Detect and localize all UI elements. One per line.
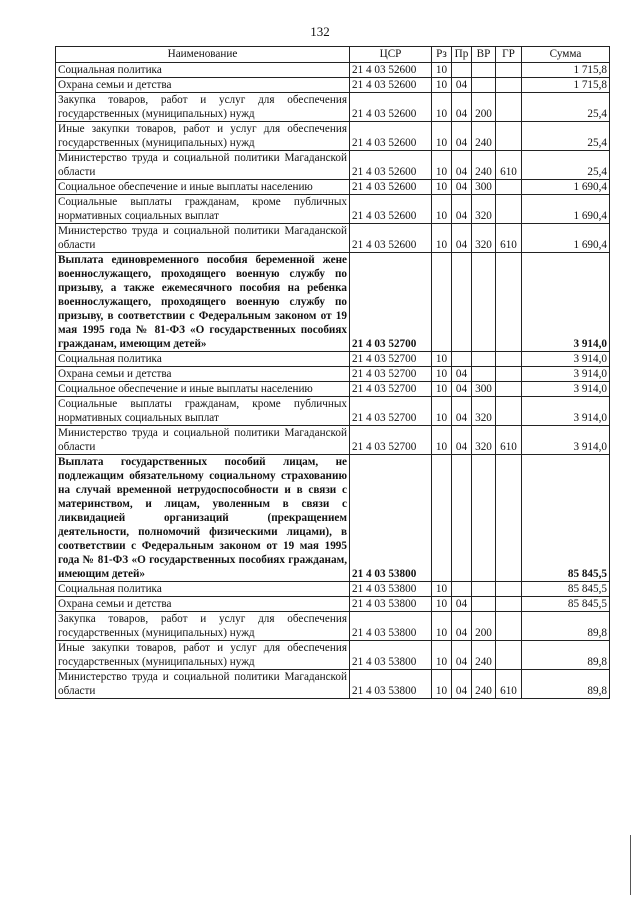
cell-vr: 320 [472,195,496,224]
cell-name: Выплата единовременного пособия беременной жене военнослужащего, проходящего военную службу по призыву, а также ежемесячного пособия на ребенка военнослужащего, проходящего военную службу по призыву, в соответствии с Федеральным законом от 19 мая 1995 года № 81-ФЗ «О государственных пособиях гражданам, имеющим детей» [56,253,350,352]
cell-rz [432,455,452,582]
cell-pr: 04 [452,641,472,670]
page-number: 132 [310,24,330,39]
cell-vr [472,352,496,367]
cell-vr: 320 [472,397,496,426]
cell-vr [472,597,496,612]
cell-gr [496,597,522,612]
cell-csr: 21 4 03 53800 [350,455,432,582]
cell-sum: 1 715,8 [522,63,610,78]
cell-csr: 21 4 03 53800 [350,582,432,597]
cell-name: Социальное обеспечение и иные выплаты населению [56,382,350,397]
cell-vr [472,582,496,597]
cell-pr: 04 [452,612,472,641]
cell-name: Социальная политика [56,352,350,367]
cell-pr: 04 [452,382,472,397]
table-row [56,224,610,253]
cell-gr: 610 [496,670,522,699]
cell-rz: 10 [432,78,452,93]
cell-name: Выплата государственных пособий лицам, не подлежащим обязательному социальному страхованию на случай временной нетрудоспособности и в связи с материнством, и лицам, уволенным в связи с ликвидацией организаций (прекращением деятельности, полномочий физическими лицами), в соответствии с Федеральным законом от 19 мая 1995 года № 81-ФЗ «О государственных пособиях гражданам, имеющим детей» [56,455,350,582]
cell-sum: 89,8 [522,641,610,670]
table-row [56,151,610,180]
cell-vr [472,78,496,93]
cell-pr: 04 [452,180,472,195]
table-row [56,612,610,641]
table-row [56,597,610,612]
cell-sum: 3 914,0 [522,426,610,455]
cell-name: Министерство труда и социальной политики Магаданской области [56,426,350,455]
cell-vr: 320 [472,426,496,455]
cell-name: Охрана семьи и детства [56,367,350,382]
table-row [56,382,610,397]
cell-rz: 10 [432,195,452,224]
cell-gr [496,382,522,397]
cell-vr [472,63,496,78]
cell-name: Иные закупки товаров, работ и услуг для обеспечения государственных (муниципальных) нужд [56,641,350,670]
cell-vr: 240 [472,122,496,151]
cell-csr: 21 4 03 52600 [350,63,432,78]
cell-csr: 21 4 03 52700 [350,352,432,367]
cell-gr: 610 [496,151,522,180]
cell-name: Социальные выплаты гражданам, кроме публичных нормативных социальных выплат [56,195,350,224]
cell-pr: 04 [452,367,472,382]
cell-name: Министерство труда и социальной политики Магаданской области [56,151,350,180]
cell-csr: 21 4 03 52700 [350,382,432,397]
cell-pr [452,455,472,582]
cell-vr: 200 [472,612,496,641]
cell-rz: 10 [432,382,452,397]
cell-sum: 25,4 [522,93,610,122]
cell-gr [496,195,522,224]
header-gr: ГР [496,47,522,63]
cell-rz: 10 [432,180,452,195]
table-row [56,78,610,93]
cell-sum: 85 845,5 [522,455,610,582]
cell-rz: 10 [432,582,452,597]
cell-rz: 10 [432,151,452,180]
table-row [56,426,610,455]
cell-name: Закупка товаров, работ и услуг для обеспечения государственных (муниципальных) нужд [56,93,350,122]
cell-csr: 21 4 03 52600 [350,180,432,195]
cell-csr: 21 4 03 52600 [350,224,432,253]
cell-gr [496,122,522,151]
cell-gr [496,253,522,352]
cell-csr: 21 4 03 53800 [350,670,432,699]
cell-csr: 21 4 03 52700 [350,367,432,382]
table-row [56,582,610,597]
cell-vr [472,253,496,352]
cell-vr: 200 [472,93,496,122]
table-row [56,63,610,78]
cell-csr: 21 4 03 53800 [350,597,432,612]
cell-gr: 610 [496,224,522,253]
cell-sum: 85 845,5 [522,597,610,612]
cell-vr [472,367,496,382]
cell-sum: 25,4 [522,151,610,180]
cell-vr: 240 [472,151,496,180]
table-row [56,195,610,224]
cell-vr: 300 [472,382,496,397]
cell-csr: 21 4 03 52600 [350,78,432,93]
header-name: Наименование [56,47,350,63]
cell-pr: 04 [452,93,472,122]
cell-sum: 25,4 [522,122,610,151]
cell-gr [496,612,522,641]
header-csr: ЦСР [350,47,432,63]
cell-sum: 1 690,4 [522,180,610,195]
table-header-row [56,47,610,63]
cell-pr: 04 [452,151,472,180]
cell-sum: 85 845,5 [522,582,610,597]
cell-sum: 3 914,0 [522,352,610,367]
cell-sum: 89,8 [522,612,610,641]
cell-name: Охрана семьи и детства [56,597,350,612]
cell-pr [452,352,472,367]
cell-vr: 240 [472,670,496,699]
header-sum: Сумма [522,47,610,63]
cell-gr [496,367,522,382]
cell-sum: 1 690,4 [522,224,610,253]
cell-name: Социальная политика [56,582,350,597]
cell-rz: 10 [432,63,452,78]
cell-gr: 610 [496,426,522,455]
table-row [56,367,610,382]
cell-gr [496,63,522,78]
cell-csr: 21 4 03 52600 [350,93,432,122]
cell-sum: 3 914,0 [522,397,610,426]
cell-sum: 3 914,0 [522,367,610,382]
cell-gr [496,455,522,582]
cell-pr: 04 [452,78,472,93]
cell-rz: 10 [432,426,452,455]
cell-gr [496,582,522,597]
header-rz: Рз [432,47,452,63]
cell-name: Социальные выплаты гражданам, кроме публичных нормативных социальных выплат [56,397,350,426]
cell-pr: 04 [452,122,472,151]
cell-csr: 21 4 03 52700 [350,397,432,426]
budget-table [55,46,610,699]
cell-rz: 10 [432,670,452,699]
header-vr: ВР [472,47,496,63]
table-row [56,93,610,122]
cell-pr [452,253,472,352]
cell-gr [496,180,522,195]
cell-name: Социальное обеспечение и иные выплаты населению [56,180,350,195]
cell-pr: 04 [452,670,472,699]
cell-csr: 21 4 03 52600 [350,151,432,180]
table-row [56,641,610,670]
table-row [56,180,610,195]
cell-pr: 04 [452,195,472,224]
cell-name: Иные закупки товаров, работ и услуг для обеспечения государственных (муниципальных) нужд [56,122,350,151]
cell-sum: 3 914,0 [522,382,610,397]
cell-csr: 21 4 03 53800 [350,641,432,670]
cell-name: Охрана семьи и детства [56,78,350,93]
cell-rz: 10 [432,352,452,367]
cell-name: Министерство труда и социальной политики Магаданской области [56,670,350,699]
cell-csr: 21 4 03 52600 [350,195,432,224]
table-row [56,122,610,151]
cell-sum: 89,8 [522,670,610,699]
cell-gr [496,397,522,426]
cell-rz: 10 [432,597,452,612]
table-row [56,397,610,426]
cell-rz: 10 [432,367,452,382]
cell-name: Социальная политика [56,63,350,78]
cell-pr [452,582,472,597]
cell-sum: 1 715,8 [522,78,610,93]
cell-vr: 240 [472,641,496,670]
cell-gr [496,352,522,367]
cell-vr: 300 [472,180,496,195]
scan-edge-mark [630,835,631,895]
cell-sum: 1 690,4 [522,195,610,224]
cell-rz [432,253,452,352]
cell-gr [496,641,522,670]
cell-csr: 21 4 03 53800 [350,612,432,641]
cell-rz: 10 [432,122,452,151]
cell-rz: 10 [432,93,452,122]
table-row [56,670,610,699]
table-row [56,455,610,582]
table-row [56,352,610,367]
cell-pr: 04 [452,224,472,253]
cell-rz: 10 [432,641,452,670]
cell-csr: 21 4 03 52700 [350,426,432,455]
cell-pr: 04 [452,397,472,426]
cell-rz: 10 [432,612,452,641]
cell-rz: 10 [432,224,452,253]
cell-gr [496,93,522,122]
cell-name: Министерство труда и социальной политики Магаданской области [56,224,350,253]
cell-pr [452,63,472,78]
cell-sum: 3 914,0 [522,253,610,352]
cell-csr: 21 4 03 52600 [350,122,432,151]
cell-pr: 04 [452,426,472,455]
cell-vr [472,455,496,582]
cell-vr: 320 [472,224,496,253]
cell-name: Закупка товаров, работ и услуг для обеспечения государственных (муниципальных) нужд [56,612,350,641]
header-pr: Пр [452,47,472,63]
table-row [56,253,610,352]
cell-rz: 10 [432,397,452,426]
cell-gr [496,78,522,93]
cell-pr: 04 [452,597,472,612]
cell-csr: 21 4 03 52700 [350,253,432,352]
